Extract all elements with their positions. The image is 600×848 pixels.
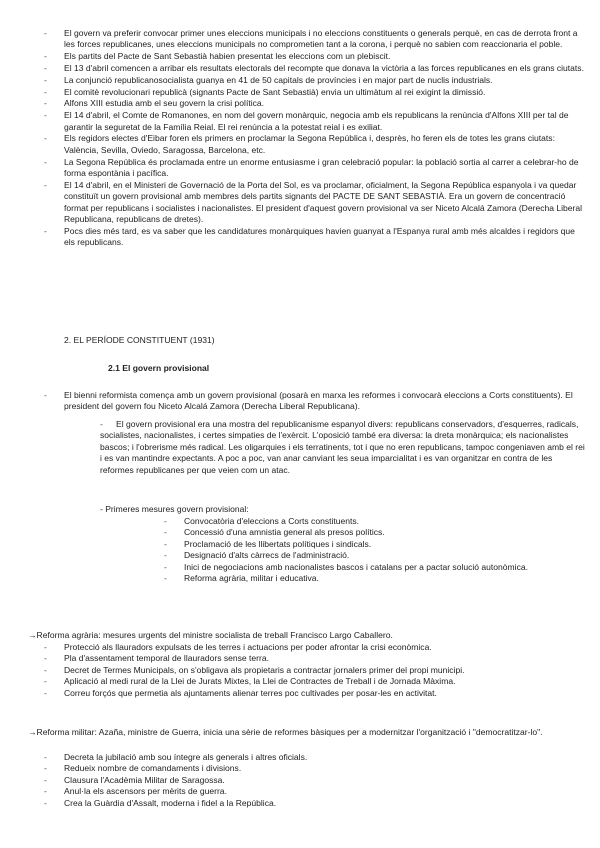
list-item: - Reforma agrària, militar i educativa. xyxy=(184,573,584,584)
list-item: - La conjunció republicanosocialista guanya en 41 de 50 capitals de províncies i en major part de nuclis industrials. xyxy=(64,75,584,86)
list-item: - Anul·la els ascensors per mèrits de guerra. xyxy=(64,786,584,797)
list-item: - Redueix nombre de comandaments i divisions. xyxy=(64,763,584,774)
govern-provisional-text: El govern provisional era una mostra del republicanisme espanyol divers: republicans conservadors, d'esquerres, radicals, socialistes, nacionalistes, i certes simpaties de l'exèrcit. L'oposició també era diversa: la dreta monàrquica; els nacionalistes bascos; i l'obrerisme més radical. Les oligarquies i els terratinents, tot i que no eren republicans, tampoc congeniaven amb el rei i es van mantindre expectants. A poc a poc, van anar canviant les seua imparcialitat i es van organitzar en contra de les reformes republicanes per que veien com un atac. xyxy=(100,419,585,475)
list-item: - Protecció als llauradors expulsats de les terres i actuacions per poder afrontar la crisi econòmica. xyxy=(64,642,584,653)
list-item: - El comitè revolucionari republicà (signants Pacte de Sant Sebastià) envia un ultimàtum al rei exigint la dimissió. xyxy=(64,87,584,98)
reforma-agraria-intro: →Reforma agrària: mesures urgents del ministre socialista de treball Francisco Largo Caballero. xyxy=(28,630,393,640)
list-item: - Clausura l'Acadèmia Militar de Saragossa. xyxy=(64,775,584,786)
list-item: - Pla d'assentament temporal de llauradors sense terra. xyxy=(64,653,584,664)
reforma-militar-intro: →Reforma militar: Azaña, ministre de Guerra, inicia una sèrie de reformes bàsiques per a modernitzar l'organització i "democratitzar-lo". xyxy=(28,727,543,737)
list-item: - El 13 d'abril comencen a arribar els resultats electorals del recompte que donava la victòria a las forces republicanes en els grans ciutats. xyxy=(64,63,584,74)
paragraph-govern-provisional xyxy=(100,419,586,476)
reforma-agraria-list xyxy=(64,642,584,699)
list-item: - Alfons XIII estudia amb el seu govern la crisi política. xyxy=(64,98,584,109)
bullet-dash: - xyxy=(100,419,103,429)
list-item: - El 14 d'abril, en el Ministeri de Governació de la Porta del Sol, es va proclamar, oficialment, la Segona República espanyola i va quedar constituït un govern provisional amb membres dels partits signants del PACTE DE SANT SEBASTIÀ. Era un govern de concentració format per republicans i socialistes i nacionalistes. El president d'aquest govern provisional va ser Niceto Alcalá Zamora (Derecha Liberal Republicana, republicans de dretes). xyxy=(64,180,584,226)
paragraph-bienni: El bienni reformista comença amb un govern provisional (posarà en marxa les reformes i convocarà eleccions a Corts constituents). El president del govern fou Niceto Alcalá Zamora (Derecha Liberal Republicana). xyxy=(64,390,573,412)
list-item: - El 14 d'abril, el Comte de Romanones, en nom del govern monàrquic, negocia amb els republicans la renúncia d'Alfons XIII per tal de garantir la seguretat de la Família Reial. El rei renúncia a la potestat reial i es exiliat. xyxy=(64,110,584,133)
list-item: - Concessió d'una amnistia general als presos polítics. xyxy=(184,527,584,538)
list-item: - Decret de Termes Municipals, on s'obligava als propietaris a contractar jornalers primer del propi municipi. xyxy=(64,665,584,676)
list-item: - Correu forçós que permetia als ajuntaments alienar terres poc cultivades per posar-les en activitat. xyxy=(64,688,584,699)
bullet-list-proclamation xyxy=(64,28,584,249)
mesures-list xyxy=(184,516,584,584)
list-item: - Designació d'alts càrrecs de l'administració. xyxy=(184,550,584,561)
list-item: - Pocs dies més tard, es va saber que les candidatures monàrquiques havien guanyat a l'Espanya rural amb més alcaldes i regidors que els republicans. xyxy=(64,226,584,249)
bullet-dash: - xyxy=(44,390,47,400)
list-item: - Decreta la jubilació amb sou íntegre als generals i altres oficials. xyxy=(64,752,584,763)
primeres-mesures-label: - Primeres mesures govern provisional: xyxy=(100,504,249,514)
list-item: - Inici de negociacions amb nacionalistes bascos i catalans per a pactar solució autonòmica. xyxy=(184,562,584,573)
reforma-militar-list xyxy=(64,752,584,809)
list-item: - Els regidors electes d'Eibar foren els primers en proclamar la Segona República i, desprès, ho feren els de totes les grans ciutats: València, Sevilla, Oviedo, Saragossa, Barcelona, etc. xyxy=(64,133,584,156)
section-heading: 2. EL PERÍODE CONSTITUENT (1931) xyxy=(64,335,215,345)
list-item: - Proclamació de les llibertats polítiques i sindicals. xyxy=(184,539,584,550)
list-item: - Convocatòria d'eleccions a Corts constituents. xyxy=(184,516,584,527)
list-item: - Crea la Guàrdia d'Assalt, moderna i fidel a la República. xyxy=(64,798,584,809)
list-item: - El govern va preferir convocar primer unes eleccions municipals i no eleccions constituents o generals perquè, en cas de derrota front a les forces republicanes, unes eleccions municipals no comprometien tant a la corona, i perquè no sabien com reaccionaria el poble. xyxy=(64,28,584,51)
list-item: - La Segona República és proclamada entre un enorme entusiasme i gran celebració popular: la població sortia al carrer a celebrar-ho de forma espontània i pacífica. xyxy=(64,157,584,180)
list-item: - Aplicació al medi rural de la Llei de Jurats Mixtes, la Llei de Contractes de Treball i de Jornada Màxima. xyxy=(64,676,584,687)
subsection-heading: 2.1 El govern provisional xyxy=(108,363,210,373)
list-item: - Els partits del Pacte de Sant Sebastià habien presentat les eleccions com un plebiscit. xyxy=(64,51,584,62)
